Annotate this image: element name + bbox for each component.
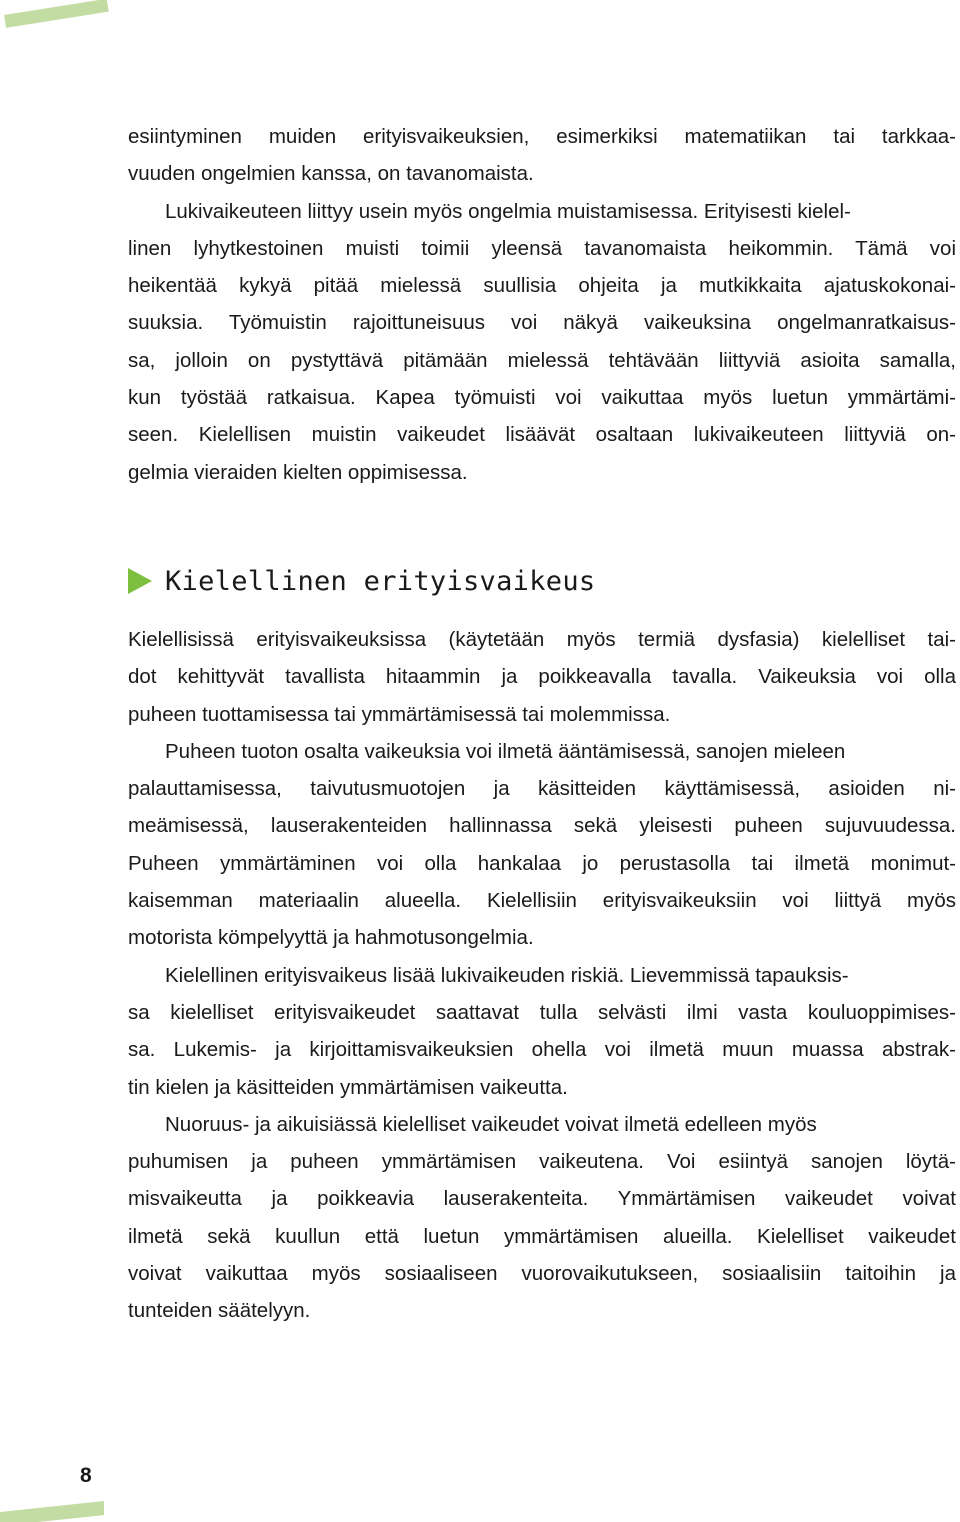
text-line: Lukivaikeuteen liittyy usein myös ongelmia muistamisessa. Erityisesti kielel- [165,199,851,223]
section-heading [128,558,948,604]
text-line: seen. Kielellisen muistin vaikeudet lisäävät osaltaan lukivaikeuteen liittyviä on- [128,423,956,447]
text-line: dot kehittyvät tavallista hitaammin ja poikkeavalla tavalla. Vaikeuksia voi olla [128,665,956,689]
text-line: tunteiden säätelyyn. [128,1299,311,1323]
text-line: suuksia. Työmuistin rajoittuneisuus voi näkyä vaikeuksina ongelmanratkaisus- [128,311,956,335]
text-line: heikentää kykyä pitää mielessä suullisia ohjeita ja mutkikkaita ajatuskokonai- [128,274,956,298]
text-line: sa kielelliset erityisvaikeudet saattavat tulla selvästi ilmi vasta kouluoppimises- [128,1000,956,1024]
text-line: linen lyhytkestoinen muisti toimii yleensä tavanomaista heikommin. Tämä voi [128,236,956,260]
text-line: voivat vaikuttaa myös sosiaaliseen vuorovaikutukseen, sosiaalisiin taitoihin ja [128,1262,956,1286]
text-line: Kielellinen erityisvaikeus lisää lukivaikeuden riskiä. Lievemmissä tapauksis- [165,963,849,987]
body-paragraph-2 [128,621,956,1330]
text-line: Puheen tuoton osalta vaikeuksia voi ilmetä ääntämisessä, sanojen mieleen [165,739,846,763]
text-line: tin kielen ja käsitteiden ymmärtämisen vaikeutta. [128,1075,568,1099]
text-line: gelmia vieraiden kielten oppimisessa. [128,460,468,484]
text-line: puhumisen ja puheen ymmärtämisen vaikeutena. Voi esiintyä sanojen löytä- [128,1150,956,1174]
text-line: palauttamisessa, taivutusmuotojen ja käsitteiden käyttämisessä, asioiden ni- [128,777,956,801]
page-footer [0,1444,104,1522]
body-paragraph-1 [128,118,956,491]
text-line: Puheen ymmärtäminen voi olla hankalaa jo perustasolla tai ilmetä monimut- [128,851,956,875]
text-line: kun työstää ratkaisua. Kapea työmuisti voi vaikuttaa myös luetun ymmärtämi- [128,386,956,410]
text-line: Kielellisissä erityisvaikeuksissa (käytetään myös termiä dysfasia) kielelliset tai- [128,628,956,651]
text-line: motorista kömpelyyttä ja hahmotusongelmia. [128,926,534,950]
text-line: esiintyminen muiden erityisvaikeuksien, esimerkiksi matematiikan tai tarkkaa- [128,125,956,148]
corner-decoration [0,0,130,40]
text-line: Nuoruus- ja aikuisiässä kielelliset vaikeudet voivat ilmetä edelleen myös [165,1112,817,1136]
page-number: 8 [80,1464,92,1487]
triangle-right-icon [128,568,152,594]
text-line: vuuden ongelmien kanssa, on tavanomaista. [128,162,534,186]
text-line: puheen tuottamisessa tai ymmärtämisessä tai molemmissa. [128,702,671,726]
text-line: meämisessä, lauserakenteiden hallinnassa sekä yleisesti puheen sujuvuudessa. [128,814,956,838]
section-heading-text: Kielellinen erityisvaikeus [165,565,596,597]
text-line: kaisemman materiaalin alueella. Kielellisiin erityisvaikeuksiin voi liittyä myös [128,889,956,913]
text-line: misvaikeutta ja poikkeavia lauserakenteita. Ymmärtämisen vaikeudet voivat [128,1187,956,1211]
text-line: sa. Lukemis- ja kirjoittamisvaikeuksien ohella voi ilmetä muun muassa abstrak- [128,1038,956,1062]
text-line: ilmetä sekä kuullun että luetun ymmärtämisen alueilla. Kielelliset vaikeudet [128,1224,956,1248]
footer-stripe-band [0,1499,104,1522]
text-line: sa, jolloin on pystyttävä pitämään mielessä tehtävään liittyviä asioita samalla, [128,348,956,372]
corner-stripe-band [4,0,109,28]
